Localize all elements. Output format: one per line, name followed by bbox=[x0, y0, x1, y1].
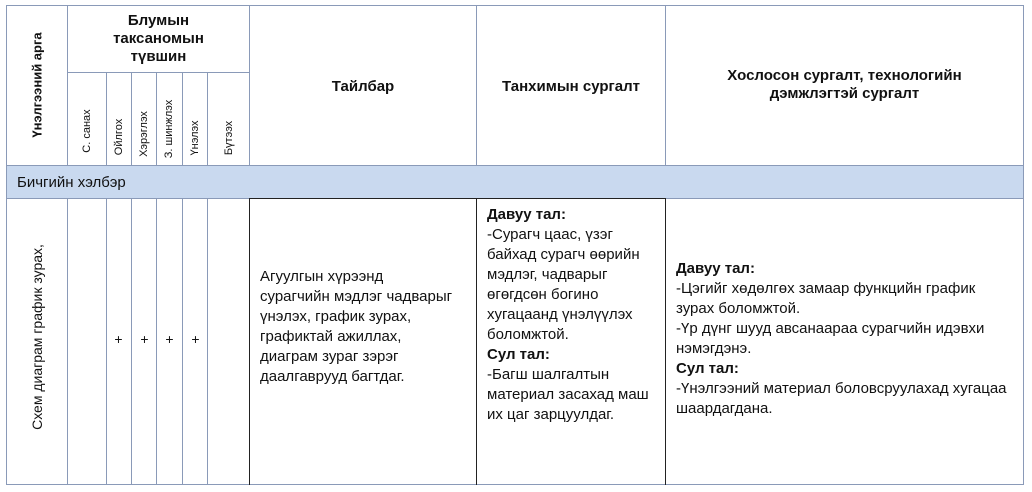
level-remember: С. санах bbox=[81, 109, 93, 153]
mark-analyze: + bbox=[165, 331, 174, 347]
blended-pro-label: Давуу тал: bbox=[676, 260, 755, 277]
blended-con-text: -Үнэлгээний материал боловсруулахад хугацаа шаардагдана. bbox=[676, 380, 1007, 417]
classroom-pro-text: -Сурагч цаас, үзэг байхад сурагч өөрийн мэдлэг, чадварыг өгөгдсөн богино хугацаанд үнэлүүлэх боломжтой. bbox=[487, 226, 640, 343]
bloom-header bbox=[68, 12, 249, 66]
classroom-con-text: -Багш шалгалтын материал засахад маш их цаг зарцуулдаг. bbox=[487, 366, 649, 423]
method-header: Үнэлгээний арга bbox=[29, 32, 45, 138]
description-cell: Агуулгын хүрээнд сурагчийн мэдлэг чадварыг үнэлэх, график зурах, графиктай ажиллах, диаграм зураг зэрэг даалгаврууд багтдаг. bbox=[260, 268, 453, 385]
blended-pro-text-1: -Цэгийг хөдөлгөх замаар функцийн график зурах боломжтой. bbox=[676, 280, 976, 317]
blended-header-text: Хослосон сургалт, технологийн дэмжлэгтэй сургалт bbox=[727, 67, 962, 102]
blended-header bbox=[666, 67, 1023, 103]
mark-understand: + bbox=[114, 331, 123, 347]
level-understand: Ойлгох bbox=[113, 118, 125, 156]
level-evaluate: Үнэлэх bbox=[189, 120, 201, 156]
level-apply: Хэрэглэх bbox=[138, 111, 150, 157]
classroom-header: Танхимын сургалт bbox=[501, 78, 640, 95]
classroom-pro-label: Давуу тал: bbox=[487, 206, 566, 223]
bloom-header-text: Блумын таксаномын түвшин bbox=[113, 12, 204, 65]
level-analyze: З. шинжлэх bbox=[163, 99, 175, 159]
mark-evaluate: + bbox=[191, 331, 200, 347]
classroom-cell bbox=[487, 205, 659, 425]
assessment-table bbox=[6, 5, 1024, 485]
mark-apply: + bbox=[140, 331, 149, 347]
blended-cell bbox=[676, 259, 1011, 419]
blended-con-label: Сул тал: bbox=[676, 360, 739, 377]
blended-pro-text-2: -Үр дүнг шууд авсанаараа сурагчийн идэвхи нэмэгдэнэ. bbox=[676, 320, 985, 357]
classroom-con-label: Сул тал: bbox=[487, 346, 550, 363]
section-row bbox=[6, 165, 1024, 198]
description-header: Тайлбар bbox=[331, 78, 395, 95]
level-create: Бүтээх bbox=[223, 120, 235, 156]
section-title: Бичгийн хэлбэр bbox=[17, 174, 126, 191]
method-cell: Схем диаграм график зурах, bbox=[29, 244, 45, 430]
